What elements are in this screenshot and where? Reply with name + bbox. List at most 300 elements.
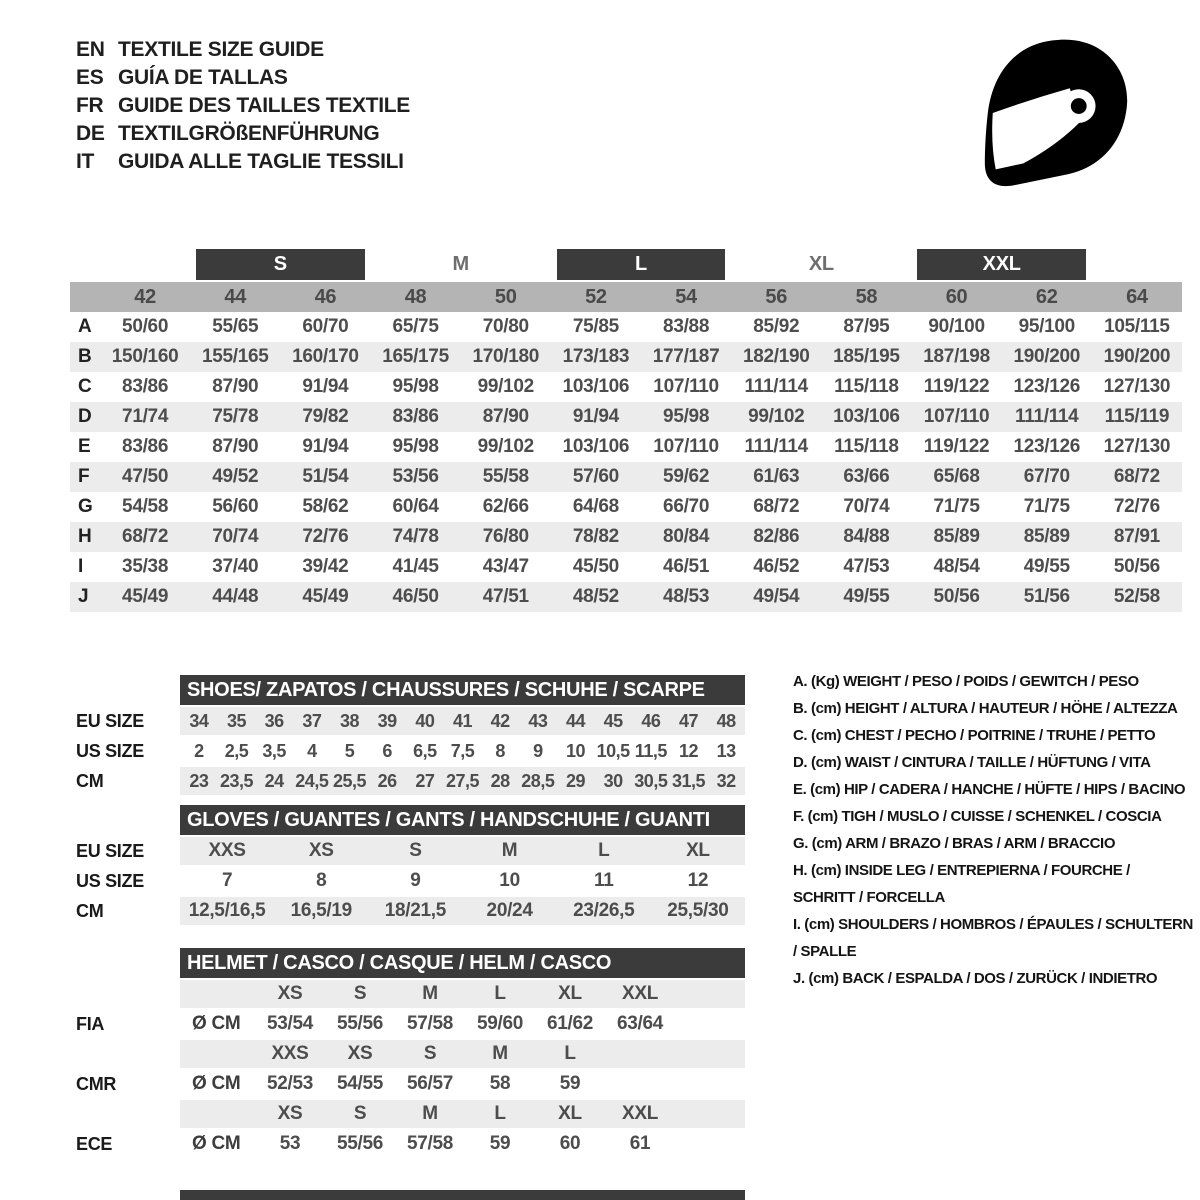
measurement-cell: 61/63 (753, 466, 800, 487)
measurement-cell: 68/72 (122, 526, 169, 547)
measurement-cell: 85/89 (1023, 526, 1070, 547)
measurement-cell: 83/88 (663, 316, 710, 337)
size-value-cell: 7 (221, 870, 233, 891)
guide-title: GUÍA DE TALLAS (118, 66, 288, 89)
measurement-rows (70, 312, 1182, 612)
measurement-cell: 79/82 (302, 406, 349, 427)
helmet-value-cell: 53/54 (266, 1013, 314, 1034)
gloves-table-title: GLOVES / GUANTES / GANTS / HANDSCHUHE / GUANTI (180, 805, 745, 835)
measurement-cell: 78/82 (572, 526, 619, 547)
shoes-row-label: US SIZE (76, 741, 144, 761)
measurement-cell: 55/65 (212, 316, 259, 337)
measurement-cell: 70/74 (843, 496, 890, 517)
table-row (70, 432, 1182, 462)
helmet-value-cell: 59 (559, 1073, 581, 1094)
measurement-cell: 74/78 (392, 526, 439, 547)
size-value-cell: 9 (410, 870, 421, 891)
helmet-standard-label: FIA (76, 1014, 105, 1034)
measurement-cell: 70/74 (212, 526, 259, 547)
measurement-cell: 173/183 (562, 346, 630, 367)
measurement-cell: 54/58 (122, 496, 169, 517)
legend-item: F. (cm) TIGH / MUSLO / CUISSE / SCHENKEL / COSCIA (793, 808, 1162, 825)
language-row (76, 120, 410, 148)
table-row (70, 312, 1182, 342)
size-value-cell: 29 (565, 770, 585, 791)
helmet-value-cell: 57/58 (406, 1013, 454, 1034)
size-value-cell: 31,5 (671, 770, 706, 791)
size-value-cell: 34 (189, 710, 209, 731)
size-band-m: M (452, 253, 469, 275)
size-column-header: 48 (404, 285, 427, 308)
size-value-cell: 6 (382, 740, 392, 761)
size-value-cell: 10 (565, 740, 585, 761)
table-row (70, 402, 1182, 432)
shoes-row (180, 767, 745, 795)
measurement-cell: 65/68 (933, 466, 980, 487)
measurement-cell: 70/80 (482, 316, 529, 337)
helmet-value-cell: 55/56 (336, 1133, 384, 1154)
measurement-cell: 68/72 (1113, 466, 1160, 487)
shoes-size-table (180, 675, 745, 797)
size-value-cell: 16,5/19 (290, 900, 352, 921)
row-letter: I (78, 556, 83, 577)
measurement-cell: 57/60 (572, 466, 619, 487)
measurement-cell: 58/62 (302, 496, 349, 517)
measurement-cell: 83/86 (122, 436, 169, 457)
helmet-value-cell: 55/56 (336, 1013, 384, 1034)
helmet-standard-label: CMR (76, 1074, 117, 1094)
row-letter: C (78, 376, 92, 397)
guide-title: GUIDE DES TAILLES TEXTILE (118, 94, 410, 117)
helmet-value-cell: 61/62 (546, 1013, 594, 1034)
measurement-cell: 99/102 (477, 376, 534, 397)
measurement-cell: 87/90 (482, 406, 529, 427)
size-value-cell: 5 (344, 740, 355, 761)
size-value-cell: 11 (593, 870, 614, 891)
size-value-cell: 39 (377, 710, 397, 731)
measurement-cell: 68/72 (753, 496, 800, 517)
size-value-cell: 27,5 (445, 770, 480, 791)
measurement-cell: 71/74 (122, 406, 169, 427)
size-value-cell: 9 (533, 740, 543, 761)
helmet-sizes-row (180, 1040, 745, 1068)
size-value-cell: 32 (716, 770, 736, 791)
size-value-cell: 25,5 (332, 770, 367, 791)
size-value-cell: 10 (499, 870, 520, 891)
measurement-cell: 190/200 (1103, 346, 1171, 367)
size-value-cell: 12 (678, 740, 698, 761)
measurement-cell: 49/54 (753, 586, 800, 607)
size-column-header: 64 (1126, 285, 1148, 308)
measurement-cell: 119/122 (923, 436, 990, 457)
measurement-cell: 44/48 (212, 586, 259, 607)
measurement-cell: 107/110 (653, 436, 719, 457)
measurement-cell: 95/98 (392, 376, 439, 397)
helmet-size-cell: S (353, 1103, 367, 1124)
size-value-cell: 41 (452, 710, 472, 731)
row-letter: F (78, 466, 90, 487)
diameter-unit-label: Ø CM (192, 1013, 241, 1034)
measurement-cell: 75/85 (572, 316, 619, 337)
measurement-cell: 46/52 (753, 556, 800, 577)
measurement-cell: 91/94 (572, 406, 619, 427)
size-band-xxl: XXL (917, 249, 1085, 280)
size-value-cell: 30,5 (634, 770, 668, 791)
measurement-cell: 80/84 (663, 526, 710, 547)
size-value-cell: XS (308, 840, 334, 861)
measurement-cell: 177/187 (652, 346, 720, 367)
table-row (70, 342, 1182, 372)
measurement-cell: 45/49 (302, 586, 349, 607)
measurement-cell: 35/38 (122, 556, 169, 577)
table-row (70, 492, 1182, 522)
helmet-value-cell: 57/58 (406, 1133, 454, 1154)
helmet-size-cell: S (423, 1043, 437, 1064)
language-row (76, 92, 410, 120)
measurement-cell: 123/126 (1013, 436, 1081, 457)
measurement-cell: 53/56 (392, 466, 439, 487)
table-row (70, 462, 1182, 492)
helmet-value-cell: 59 (489, 1133, 511, 1154)
measurement-cell: 185/195 (833, 346, 900, 367)
measurement-cell: 182/190 (742, 346, 810, 367)
row-letter: J (78, 586, 89, 607)
size-value-cell: 44 (565, 710, 585, 731)
measurement-cell: 64/68 (572, 496, 619, 517)
size-value-cell: XXS (208, 840, 246, 861)
measurement-cell: 72/76 (302, 526, 349, 547)
helmet-size-cell: S (353, 983, 367, 1004)
helmet-sizes-row (180, 1100, 745, 1128)
size-value-cell: 2,5 (224, 740, 249, 761)
helmet-size-cell: M (422, 1103, 438, 1124)
diameter-unit-label: Ø CM (192, 1133, 241, 1154)
gloves-row-label: US SIZE (76, 871, 144, 891)
measurement-cell: 50/56 (933, 586, 980, 607)
measurement-cell: 91/94 (302, 376, 349, 397)
measurement-cell: 60/64 (392, 496, 439, 517)
helmet-value-cell: 61 (629, 1133, 651, 1154)
measurement-cell: 160/170 (292, 346, 359, 367)
measurement-cell: 170/180 (472, 346, 540, 367)
gloves-row (180, 897, 745, 925)
table-row (70, 522, 1182, 552)
size-value-cell: 3,5 (262, 740, 286, 761)
measurement-cell: 115/118 (834, 436, 899, 457)
language-row (76, 36, 410, 64)
measurement-cell: 123/126 (1013, 376, 1081, 397)
helmet-values-row (180, 1130, 745, 1158)
size-value-cell: 7,5 (450, 740, 475, 761)
measurement-cell: 103/106 (833, 406, 900, 427)
measurement-cell: 103/106 (562, 436, 630, 457)
measurement-legend (793, 668, 1193, 992)
measurement-cell: 51/54 (302, 466, 349, 487)
gloves-row (180, 867, 745, 895)
size-value-cell: 10,5 (596, 740, 630, 761)
size-column-header: 42 (134, 285, 156, 308)
legend-item: H. (cm) INSIDE LEG / ENTREPIERNA / FOURCHE / SCHRITT / FORCELLA (793, 862, 1130, 906)
size-value-cell: 6,5 (413, 740, 437, 761)
measurement-cell: 39/42 (302, 556, 349, 577)
row-letter: D (78, 406, 92, 427)
size-column-header: 60 (945, 285, 968, 308)
size-value-cell: 46 (641, 710, 661, 731)
helmet-size-table (180, 948, 745, 1160)
size-value-cell: 23 (189, 770, 209, 791)
language-title-list (76, 36, 410, 176)
size-value-cell: 40 (415, 710, 435, 731)
size-value-cell: 35 (226, 710, 246, 731)
helmet-value-cell: 59/60 (476, 1013, 524, 1034)
legend-item: C. (cm) CHEST / PECHO / POITRINE / TRUHE / PETTO (793, 727, 1156, 744)
size-value-cell: 38 (339, 710, 359, 731)
size-value-cell: 47 (678, 710, 698, 731)
measurement-cell: 84/88 (843, 526, 890, 547)
measurement-cell: 165/175 (382, 346, 449, 367)
helmet-size-cell: XXL (621, 983, 659, 1004)
helmet-size-cell: XXL (621, 1103, 659, 1124)
measurement-cell: 150/160 (111, 346, 179, 367)
size-column-header: 54 (675, 285, 697, 308)
row-letter: H (78, 526, 92, 547)
size-value-cell: 13 (716, 740, 736, 761)
measurement-cell: 50/60 (122, 316, 169, 337)
guide-title: GUIDA ALLE TAGLIE TESSILI (118, 150, 404, 173)
size-value-cell: 43 (528, 710, 548, 731)
table-row (70, 372, 1182, 402)
size-value-cell: 42 (490, 710, 510, 731)
size-value-cell: 48 (716, 710, 736, 731)
language-row (76, 64, 410, 92)
gloves-size-table (180, 805, 745, 927)
main-size-table (70, 249, 1182, 612)
measurement-cell: 119/122 (923, 376, 990, 397)
row-letter: B (78, 346, 92, 367)
legend-item: A. (Kg) WEIGHT / PESO / POIDS / GEWITCH / PESO (793, 673, 1139, 690)
size-value-cell: 2 (194, 740, 204, 761)
size-value-cell: 23/26,5 (573, 900, 635, 921)
size-value-cell: 12,5/16,5 (188, 900, 266, 921)
size-value-cell: 28 (490, 770, 510, 791)
language-code: EN (76, 38, 105, 61)
size-value-cell: 37 (302, 710, 322, 731)
measurement-cell: 71/75 (933, 496, 980, 517)
helmet-size-cell: L (494, 983, 506, 1004)
measurement-cell: 155/165 (201, 346, 269, 367)
measurement-cell: 48/52 (572, 586, 619, 607)
measurement-cell: 91/94 (302, 436, 349, 457)
size-value-cell: 24,5 (295, 770, 329, 791)
size-value-cell: 4 (307, 740, 317, 761)
size-value-cell: L (598, 840, 610, 861)
size-column-header: 50 (494, 285, 517, 308)
measurement-cell: 87/90 (212, 376, 259, 397)
table-row (70, 552, 1182, 582)
measurement-cell: 50/56 (1113, 556, 1160, 577)
size-value-cell: 24 (264, 770, 284, 791)
language-code: ES (76, 66, 104, 89)
measurement-cell: 41/45 (392, 556, 439, 577)
measurement-cell: 107/110 (653, 376, 719, 397)
measurement-cell: 49/55 (843, 586, 890, 607)
guide-title: TEXTILE SIZE GUIDE (118, 38, 324, 61)
size-value-cell: 27 (415, 770, 435, 791)
helmet-value-cell: 56/57 (406, 1073, 454, 1094)
shoes-row-label: EU SIZE (76, 711, 144, 731)
size-value-cell: 30 (603, 770, 623, 791)
measurement-cell: 45/50 (572, 556, 619, 577)
measurement-cell: 48/53 (663, 586, 710, 607)
helmet-size-cell: XL (558, 983, 582, 1004)
measurement-cell: 66/70 (663, 496, 710, 517)
size-band-row (70, 249, 1182, 280)
legend-item: J. (cm) BACK / ESPALDA / DOS / ZURÜCK / INDIETRO (793, 970, 1158, 987)
size-column-header: 44 (224, 285, 247, 308)
measurement-cell: 115/119 (1104, 406, 1170, 427)
helmet-size-cell: XS (347, 1043, 373, 1064)
helmet-size-cell: M (422, 983, 438, 1004)
measurement-cell: 43/47 (482, 556, 529, 577)
measurement-cell: 65/75 (392, 316, 439, 337)
measurement-cell: 46/50 (392, 586, 439, 607)
racing-helmet-icon (972, 28, 1140, 196)
measurement-cell: 62/66 (482, 496, 529, 517)
size-value-cell: 11,5 (634, 740, 667, 761)
measurement-cell: 83/86 (392, 406, 439, 427)
shoes-table-title: SHOES/ ZAPATOS / CHAUSSURES / SCHUHE / SCARPE (180, 675, 745, 705)
measurement-cell: 60/70 (302, 316, 349, 337)
measurement-cell: 59/62 (663, 466, 710, 487)
measurement-cell: 51/56 (1023, 586, 1070, 607)
measurement-cell: 63/66 (843, 466, 890, 487)
size-value-cell: 8 (495, 740, 505, 761)
helmet-value-cell: 60 (559, 1133, 581, 1154)
size-value-cell: S (409, 840, 422, 861)
legend-item: D. (cm) WAIST / CINTURA / TAILLE / HÜFTUNG / VITA (793, 754, 1151, 771)
measurement-cell: 47/53 (843, 556, 890, 577)
measurement-cell: 46/51 (663, 556, 710, 577)
measurement-cell: 85/92 (753, 316, 800, 337)
helmet-size-cell: XXS (271, 1043, 309, 1064)
measurement-cell: 82/86 (753, 526, 800, 547)
size-column-header: 52 (585, 285, 607, 308)
language-row (76, 148, 410, 176)
size-number-row (70, 282, 1182, 312)
shoes-row (180, 707, 745, 735)
measurement-cell: 67/70 (1023, 466, 1070, 487)
legend-item: I. (cm) SHOULDERS / HOMBROS / ÉPAULES / SCHULTERN / SPALLE (793, 916, 1193, 960)
measurement-cell: 87/91 (1113, 526, 1160, 547)
measurement-cell: 95/98 (663, 406, 710, 427)
size-value-cell: 28,5 (521, 770, 555, 791)
helmet-value-cell: 54/55 (336, 1073, 384, 1094)
row-letter: E (78, 436, 91, 457)
helmet-table-title: HELMET / CASCO / CASQUE / HELM / CASCO (180, 948, 745, 978)
guide-title: TEXTILGRÖßENFÜHRUNG (118, 122, 380, 145)
helmet-size-cell: XL (558, 1103, 582, 1124)
size-value-cell: 8 (316, 870, 327, 891)
measurement-cell: 48/54 (933, 556, 980, 577)
legend-item: E. (cm) HIP / CADERA / HANCHE / HÜFTE / HIPS / BACINO (793, 781, 1186, 798)
size-column-header: 56 (765, 285, 788, 308)
helmet-value-cell: 52/53 (266, 1073, 314, 1094)
diameter-unit-label: Ø CM (192, 1073, 241, 1094)
measurement-cell: 99/102 (748, 406, 805, 427)
size-value-cell: 36 (264, 710, 284, 731)
measurement-cell: 49/55 (1023, 556, 1070, 577)
measurement-cell: 111/114 (744, 436, 808, 457)
measurement-cell: 115/118 (834, 376, 899, 397)
gloves-row (180, 837, 745, 865)
size-value-cell: 12 (687, 870, 709, 891)
helmet-value-cell: 53 (279, 1133, 301, 1154)
language-code: DE (76, 122, 105, 145)
measurement-cell: 111/114 (1015, 406, 1079, 427)
measurement-cell: 47/50 (122, 466, 169, 487)
row-letter: G (78, 496, 93, 517)
size-column-header: 58 (855, 285, 878, 308)
helmet-size-cell: L (494, 1103, 506, 1124)
size-value-cell: M (501, 840, 518, 861)
legend-item: B. (cm) HEIGHT / ALTURA / HAUTEUR / HÖHE / ALTEZZA (793, 700, 1178, 717)
measurement-cell: 85/89 (933, 526, 980, 547)
measurement-cell: 187/198 (923, 346, 990, 367)
measurement-cell: 72/76 (1113, 496, 1160, 517)
helmet-size-cell: XS (277, 983, 303, 1004)
measurement-cell: 111/114 (744, 376, 808, 397)
helmet-sizes-row (180, 980, 745, 1008)
cropped-section-bar (180, 1190, 745, 1200)
measurement-cell: 75/78 (212, 406, 259, 427)
measurement-cell: 83/86 (122, 376, 169, 397)
shoes-row-label: CM (76, 771, 104, 791)
helmet-values-row (180, 1010, 745, 1038)
measurement-cell: 87/90 (212, 436, 259, 457)
measurement-cell: 56/60 (212, 496, 259, 517)
helmet-size-cell: L (564, 1043, 576, 1064)
measurement-cell: 90/100 (928, 316, 985, 337)
measurement-cell: 45/49 (122, 586, 169, 607)
measurement-cell: 99/102 (477, 436, 534, 457)
measurement-cell: 127/130 (1103, 376, 1171, 397)
size-value-cell: 26 (377, 770, 397, 791)
size-value-cell: 18/21,5 (384, 900, 447, 921)
measurement-cell: 55/58 (482, 466, 529, 487)
table-row (70, 582, 1182, 612)
helmet-size-cell: XS (277, 1103, 303, 1124)
measurement-cell: 71/75 (1023, 496, 1070, 517)
measurement-cell: 37/40 (212, 556, 259, 577)
size-value-cell: 25,5/30 (667, 900, 729, 921)
helmet-value-cell: 58 (489, 1073, 511, 1094)
helmet-size-cell: M (492, 1043, 508, 1064)
measurement-cell: 87/95 (843, 316, 890, 337)
measurement-cell: 127/130 (1103, 436, 1171, 457)
measurement-cell: 95/98 (392, 436, 439, 457)
measurement-cell: 47/51 (482, 586, 529, 607)
size-column-header: 46 (314, 285, 337, 308)
helmet-value-cell: 63/64 (616, 1013, 664, 1034)
size-value-cell: 23,5 (219, 770, 254, 791)
size-value-cell: XL (686, 840, 710, 861)
legend-item: G. (cm) ARM / BRAZO / BRAS / ARM / BRACCIO (793, 835, 1116, 852)
measurement-cell: 76/80 (482, 526, 529, 547)
language-code: FR (76, 94, 104, 117)
measurement-cell: 190/200 (1013, 346, 1081, 367)
measurement-cell: 52/58 (1113, 586, 1160, 607)
gloves-row-label: EU SIZE (76, 841, 144, 861)
